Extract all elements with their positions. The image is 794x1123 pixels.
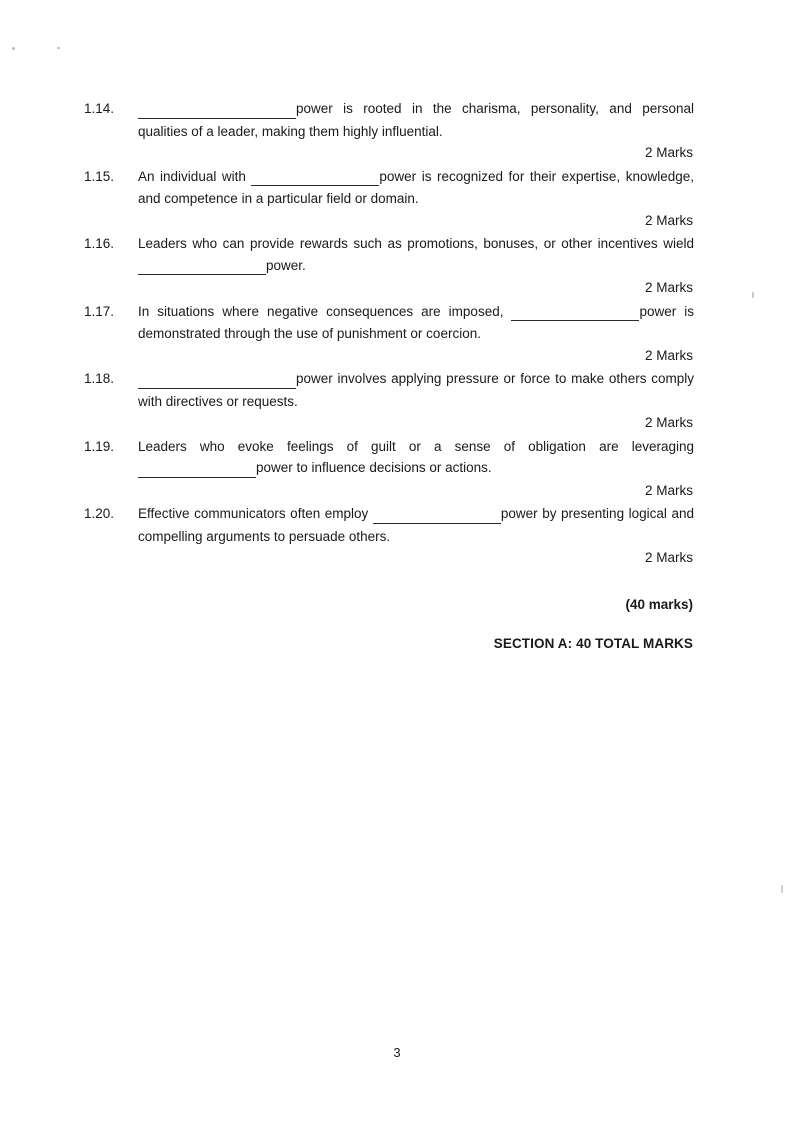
question-row	[84, 166, 694, 210]
answer-blank[interactable]	[138, 455, 256, 478]
question-number: 1.15.	[84, 168, 115, 184]
question-text	[138, 166, 694, 210]
question-row	[84, 233, 694, 277]
answer-blank[interactable]	[511, 299, 639, 322]
question-text-segment: power involves applying pressure or force to make others comply with directives or requests.	[138, 371, 694, 409]
question-marks: 2 Marks	[644, 550, 693, 565]
answer-blank[interactable]	[251, 164, 379, 187]
question-text	[138, 301, 694, 345]
question-marks: 2 Marks	[644, 482, 693, 498]
page-number: 3	[393, 1045, 401, 1060]
question-text-segment: power is recognized for their expertise, knowledge, and competence in a particular field or domain.	[138, 168, 694, 206]
question-text-segment: power by presenting logical and compelling arguments to persuade others.	[138, 506, 695, 544]
question-list	[84, 98, 694, 651]
section-total-marks: SECTION A: 40 TOTAL MARKS	[493, 635, 693, 651]
question-marks: 2 Marks	[644, 212, 693, 228]
question-text-segment: power to influence decisions or actions.	[256, 460, 492, 475]
question-text	[138, 503, 694, 547]
answer-blank[interactable]	[138, 253, 266, 276]
question-marks: 2 Marks	[644, 347, 693, 363]
question-text	[138, 98, 694, 142]
question-number: 1.16.	[84, 236, 115, 251]
answer-blank[interactable]	[138, 96, 296, 119]
question-number: 1.17.	[84, 303, 115, 319]
answer-blank[interactable]	[373, 501, 501, 524]
question-text-segment: Leaders who evoke feelings of guilt or a sense of obligation are leveraging	[138, 438, 694, 454]
question-number: 1.19.	[84, 438, 115, 454]
question-number: 1.20.	[84, 506, 115, 521]
question-marks: 2 Marks	[644, 145, 693, 160]
question-text	[138, 368, 694, 412]
scan-artifact	[752, 292, 754, 298]
scan-artifact	[57, 47, 60, 49]
question-row	[84, 301, 694, 345]
question-text-segment: In situations where negative consequences are imposed,	[138, 303, 512, 319]
question-row	[84, 98, 694, 142]
question-text	[138, 436, 694, 480]
question-text-segment: power is demonstrated through the use of punishment or coercion.	[138, 303, 694, 341]
question-row	[84, 436, 694, 480]
question-row	[84, 368, 694, 412]
question-marks: 2 Marks	[644, 415, 693, 430]
question-text-segment: An individual with	[138, 168, 252, 184]
question-text-segment: Effective communicators often employ	[138, 506, 373, 521]
question-text-segment: Leaders who can provide rewards such as promotions, bonuses, or other incentives wield	[138, 236, 694, 251]
question-marks: 2 Marks	[644, 280, 693, 295]
question-text	[138, 233, 694, 277]
question-number: 1.18.	[84, 371, 115, 386]
question-row	[84, 503, 694, 547]
question-text-segment: power is rooted in the charisma, personality, and personal qualities of a leader, making them highly influential.	[138, 101, 694, 139]
question-text-segment: power.	[266, 257, 306, 273]
scan-artifact	[12, 47, 15, 50]
scan-artifact	[781, 885, 783, 893]
question-number: 1.14.	[84, 101, 115, 116]
total-marks: (40 marks)	[625, 596, 693, 612]
answer-blank[interactable]	[138, 366, 296, 389]
